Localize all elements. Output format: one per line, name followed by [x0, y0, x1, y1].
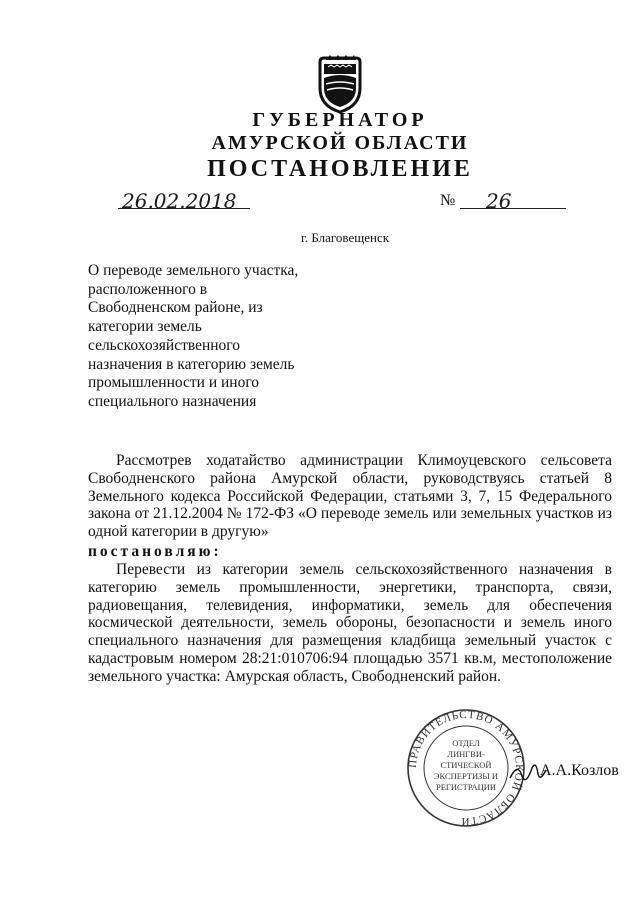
preamble-line: закона от 21.12.2004 № 172-ФЗ «О переводе земель или земельных участков из [88, 505, 612, 523]
city-name: г. Благовещенск [300, 230, 390, 245]
subject-line: расположенного в [88, 280, 208, 298]
subject-line: О переводе земельного участка, [88, 262, 299, 279]
stamp-inner-line: ОТДЕЛ [452, 738, 480, 748]
subject-line: промышленности и иного [88, 374, 260, 392]
preamble-line: Земельного кодекса Российской Федерации, статьями 3, 7, 15 Федерального [88, 487, 612, 505]
decision-line: категорию земель промышленности, энергетики, транспорта, связи, [88, 578, 612, 596]
subject-line: назначения в категорию земель [88, 355, 295, 373]
number-label: № [440, 192, 456, 209]
subject-line: сельскохозяйственного [88, 336, 241, 354]
preamble-line: Рассмотрев ходатайство администрации Климоуцевского сельсовета [116, 452, 612, 469]
stamp-inner-line: СТИЧЕСКОЙ [440, 760, 492, 770]
signer-name: А.А.Козлов [540, 762, 619, 779]
decision-line: космической деятельности, земель обороны, безопасности и земель иного [88, 614, 612, 632]
decision-line: Перевести из категории земель сельскохозяйственного назначения в [116, 561, 612, 578]
decision-line: кадастровым номером 28:21:010706:94 площадью 3571 кв.м, местоположение [88, 649, 612, 667]
stamp-inner-line: ЭКСПЕРТИЗЫ И [433, 771, 499, 781]
date-underline [118, 208, 250, 209]
decree-word: постановляю: [88, 543, 222, 560]
stamp-ring-text: ПРАВИТЕЛЬСТВО АМУРСКОЙ ОБЛАСТИ [406, 708, 526, 828]
document-type-title: ПОСТАНОВЛЕНИЕ [207, 156, 473, 182]
preamble-line: одной категории в другую» [88, 523, 269, 541]
authority-title: ГУБЕРНАТОР [252, 109, 428, 131]
document-subject [88, 262, 328, 412]
stamp-inner-line: РЕГИСТРАЦИИ [435, 782, 497, 792]
subject-line: Свободненском районе, из [88, 299, 263, 317]
document-number: 26 [486, 189, 512, 213]
number-underline [460, 208, 566, 209]
preamble-line: Свободненского района Амурской области, руководствуясь статьей 8 [88, 469, 612, 487]
subject-line: категории земель [88, 318, 202, 336]
region-title: АМУРСКОЙ ОБЛАСТИ [211, 132, 469, 154]
preamble-paragraph [88, 452, 612, 541]
decision-line: земельного участка: Амурская область, Свободненский район. [88, 667, 502, 685]
decision-line: радиовещания, телевидения, информатики, земель для обеспечения [88, 596, 612, 614]
decision-paragraph [88, 561, 612, 686]
subject-line: специального назначения [88, 392, 257, 410]
decision-line: специального назначения для размещения кладбища земельный участок с [88, 632, 612, 650]
document-date: 26.02.2018 [122, 189, 237, 213]
stamp-inner-line: ЛИНГВИ- [447, 749, 485, 759]
coat-of-arms-emblem [316, 54, 364, 114]
